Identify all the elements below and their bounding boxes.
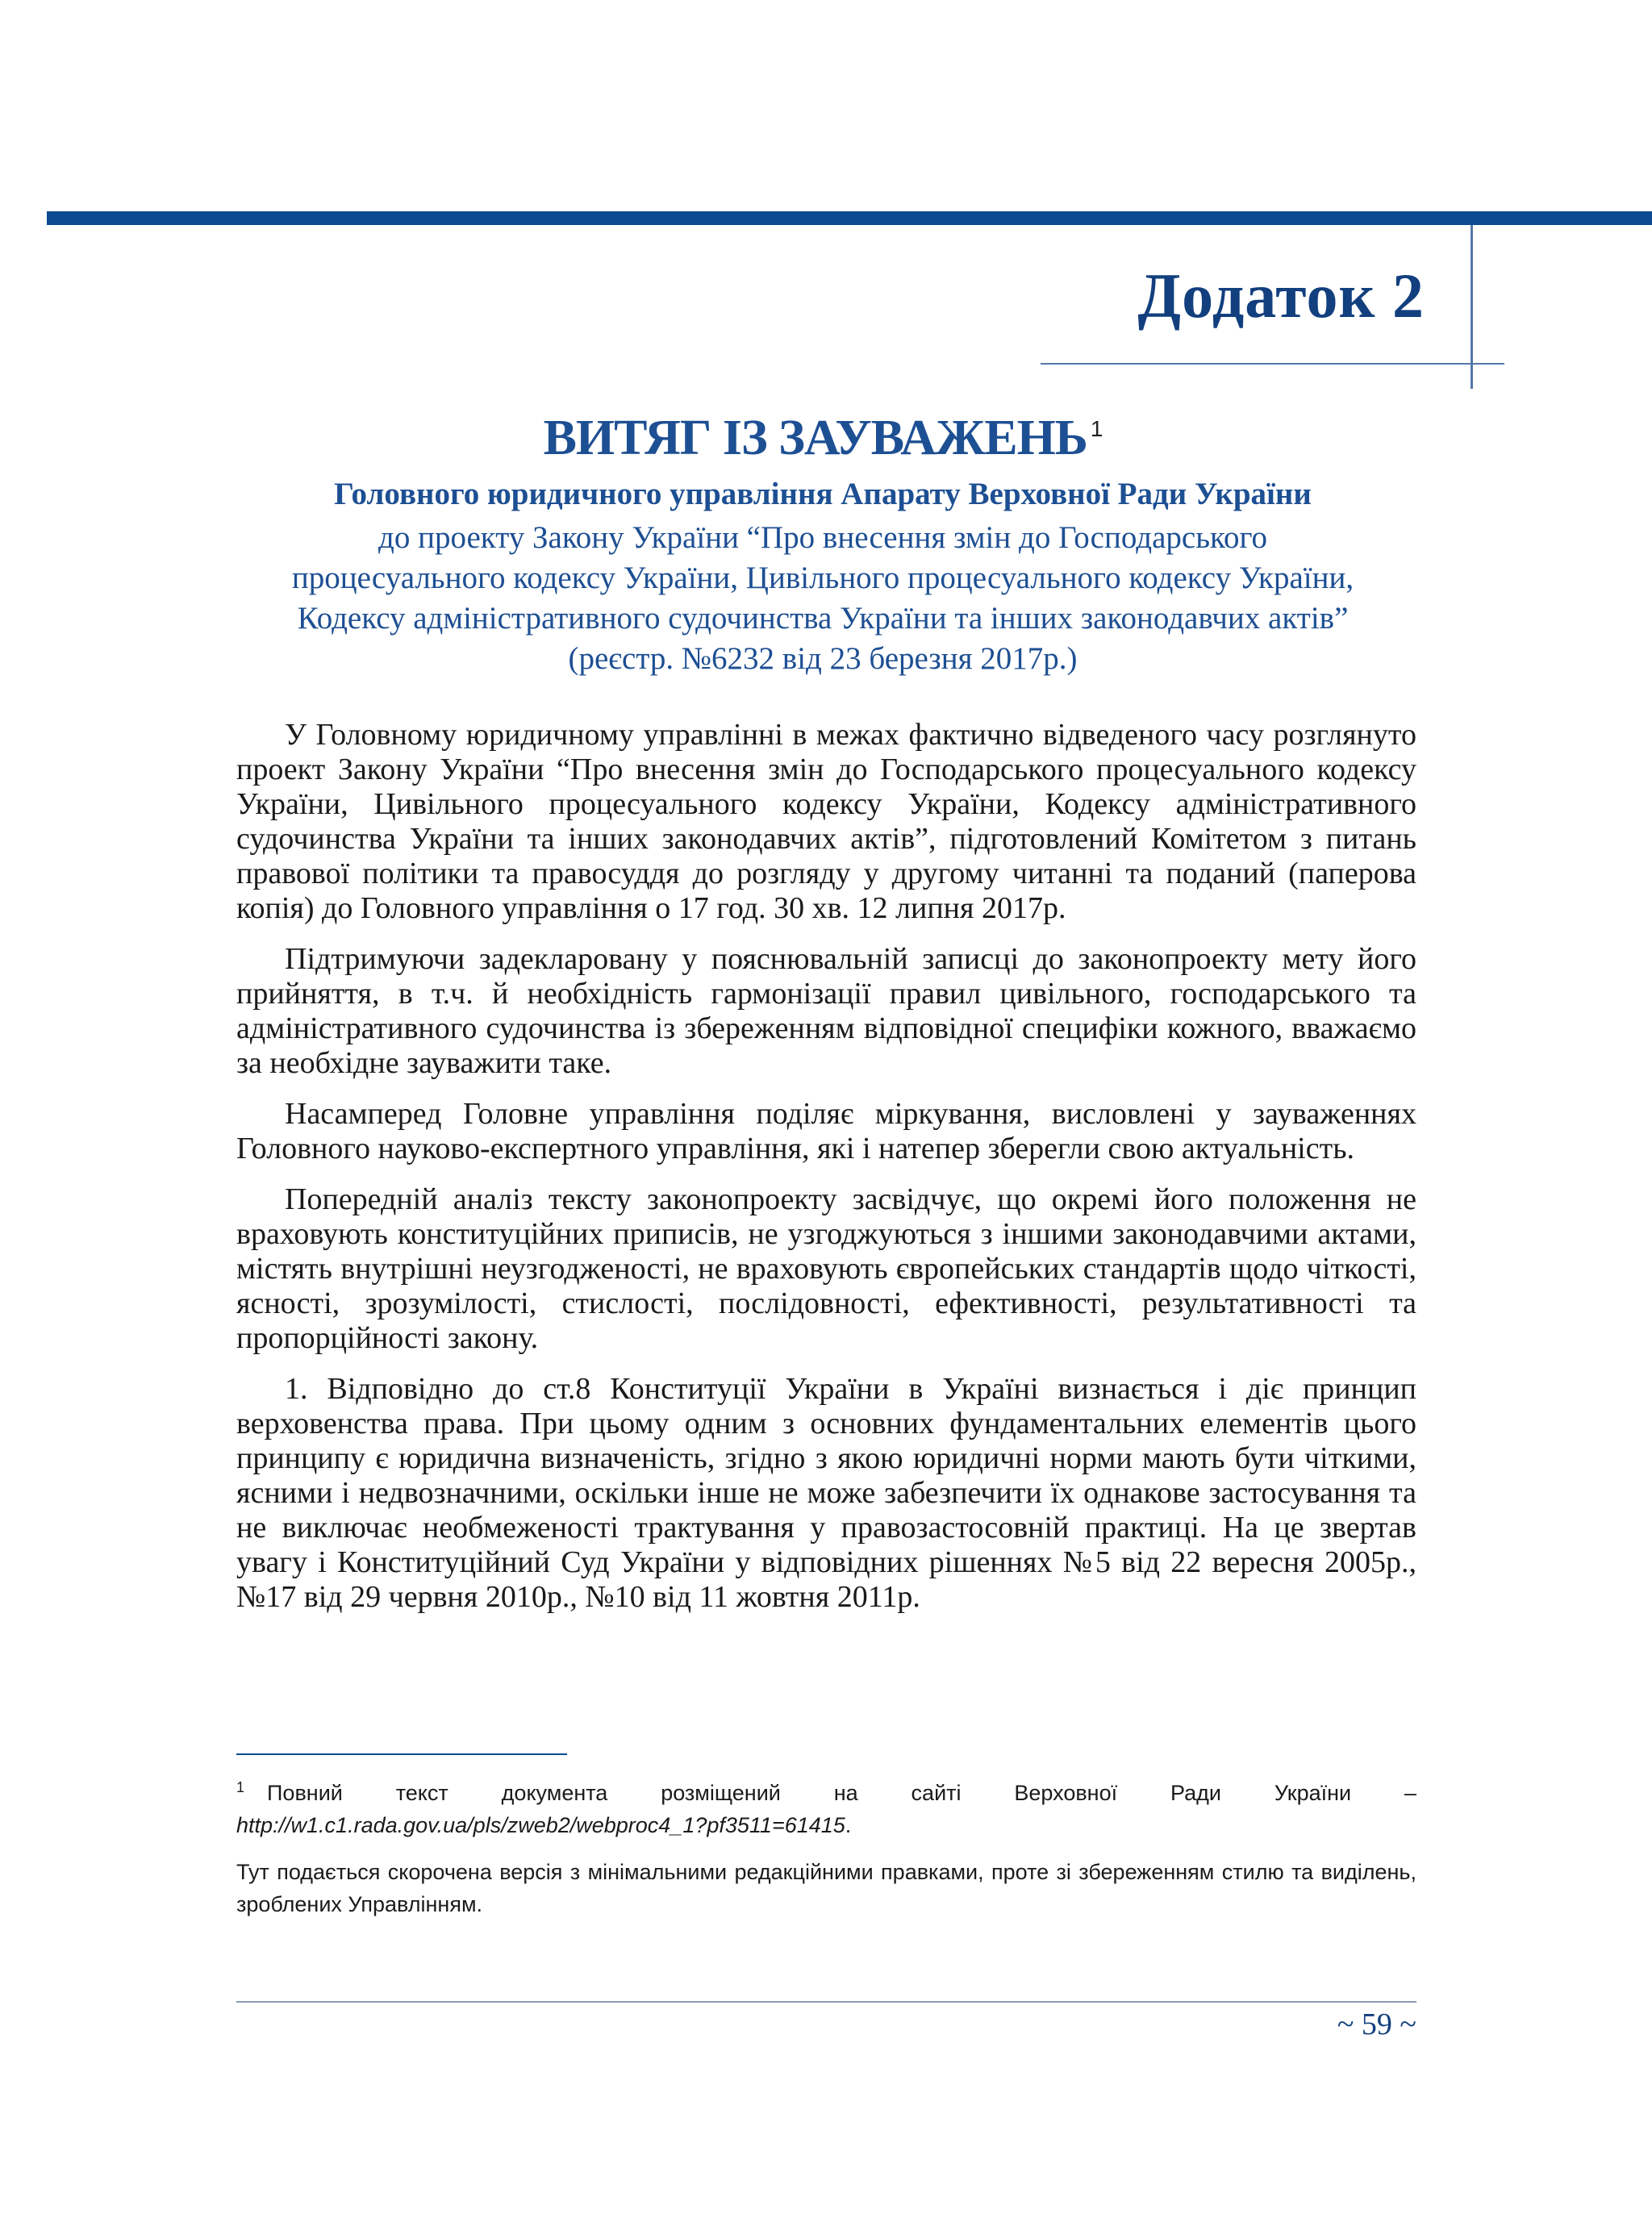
- bill-description: [161, 518, 1484, 679]
- top-accent-bar: [47, 211, 1652, 225]
- corner-frame-horizontal-line: [1041, 363, 1504, 365]
- body-paragraph: Підтримуючи задекларовану у пояснювальній записці до законопроекту мету його прийняття, в т.ч. й необхідність гармонізації правил цивільного, господарського та адміністративного судочинства із збереженням відповідної специфіки кожного, вважаємо за необхідне зауважити таке.: [236, 942, 1416, 1080]
- page-number: ~ 59 ~: [1337, 2007, 1416, 2041]
- bill-description-line: до проекту Закону України “Про внесення змін до Господарського: [378, 520, 1267, 555]
- footnote-note: Тут подається скорочена версія з мінімальними редакційними правками, проте зі збереженням стилю та виділень, зроблених Управлінням.: [236, 1860, 1416, 1916]
- document-title-text: ВИТЯГ ІЗ ЗАУВАЖЕНЬ: [543, 411, 1087, 465]
- bill-description-line: процесуального кодексу України, Цивільного процесуального кодексу України,: [291, 561, 1354, 595]
- footnotes: [236, 1771, 1416, 1935]
- bill-description-line: Кодексу адміністративного судочинства України та інших законодавчих актів”: [297, 601, 1349, 636]
- body-paragraph: 1. Відповідно до ст.8 Конституції України в Україні визнається і діє принцип верховенства права. При цьому одним з основних фундаментальних елементів цього принципу є юридична визначеність, згідно з якою юридичні норми мають бути чіткими, ясними і недвозначними, оскільки інше не може забезпечити їх однакове застосування та не виключає необмеженості трактування у правозастосовній практиці. На це звертав увагу і Конституційний Суд України у відповідних рішеннях №5 від 22 вересня 2005р., №17 від 29 червня 2010р., №10 від 11 жовтня 2011р.: [236, 1372, 1416, 1614]
- body-paragraph: Попередній аналіз тексту законопроекту засвідчує, що окремі його положення не враховують конституційних приписів, не узгоджуються з іншими законодавчими актами, містять внутрішні неузгодженості, не враховують європейських стандартів щодо чіткості, ясності, зрозумілості, стислості, послідовності, ефективності, результативності та пропорційності закону.: [236, 1182, 1416, 1355]
- bill-registration-line: (реєстр. №6232 від 23 березня 2017р.): [568, 641, 1078, 676]
- page-bottom-rule: [236, 2001, 1416, 2003]
- appendix-title: Додаток 2: [1137, 261, 1425, 331]
- footnote-link[interactable]: http://w1.c1.rada.gov.ua/pls/zweb2/webproc4_1?pf3511=61415: [236, 1813, 845, 1837]
- body-text: [236, 718, 1416, 1631]
- document-subtitle: Головного юридичного управління Апарату Верховної Ради України: [334, 477, 1312, 511]
- body-paragraph: У Головному юридичному управлінні в межах фактично відведеного часу розглянуто проект Закону України “Про внесення змін до Господарського процесуального кодексу України, Цивільного процесуального кодексу України, Кодексу адміністративного судочинства України та інших законодавчих актів”, підготовлений Комітетом з питань правової політики та правосуддя до розгляду у другому читанні та поданий (паперова копія) до Головного управління о 17 год. 30 хв. 12 липня 2017р.: [236, 718, 1416, 925]
- footnote-separator: [236, 1753, 567, 1755]
- footnote-1: [236, 1771, 1416, 1841]
- body-paragraph: Насамперед Головне управління поділяє міркування, висловлені у зауваженнях Головного науково-експертного управління, які і натепер зберегли свою актуальність.: [236, 1097, 1416, 1165]
- footnote-mark: 1: [236, 1779, 245, 1795]
- document-title: [161, 410, 1484, 467]
- footnote-text: Повний текст документа розміщений на сайті Верховної Ради України –: [267, 1781, 1416, 1805]
- footnote-link-suffix: .: [845, 1813, 852, 1837]
- title-footnote-mark: 1: [1090, 416, 1103, 442]
